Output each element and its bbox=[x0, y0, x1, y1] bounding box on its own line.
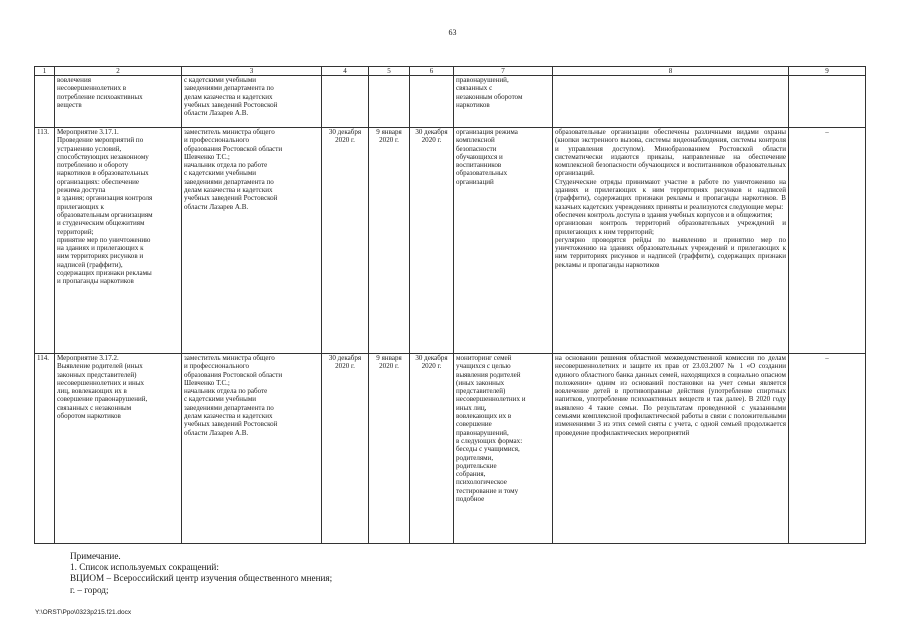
date-start-cell: 9 января 2020 г. bbox=[369, 128, 410, 354]
measure-cell: Мероприятие 3.17.2. Выявление родителей (иных законных представителей) несовершеннолетних и иных лиц, вовлекающих их в совершение правонарушений, связанных с незаконным оборотом наркотиков bbox=[55, 354, 182, 544]
note-cell bbox=[789, 76, 866, 128]
column-number: 2 bbox=[55, 67, 182, 76]
expected-result-cell: организация режима комплексной безопасности обучающихся и воспитанников образовательных организаций bbox=[454, 128, 553, 354]
notes-line: 1. Список используемых сокращений: bbox=[70, 562, 219, 573]
column-number: 5 bbox=[369, 67, 410, 76]
table-row bbox=[35, 354, 866, 544]
actual-result-cell bbox=[553, 76, 789, 128]
column-number: 3 bbox=[182, 67, 322, 76]
date-plan-cell: 30 декабря 2020 г. bbox=[322, 128, 369, 354]
column-number-row bbox=[35, 67, 866, 76]
notes-line: ВЦИОМ – Всероссийский центр изучения общественного мнения; bbox=[70, 573, 333, 584]
row-number-cell: 113. bbox=[35, 128, 55, 354]
column-number: 7 bbox=[454, 67, 553, 76]
date-start-cell bbox=[369, 76, 410, 128]
date-plan-cell: 30 декабря 2020 г. bbox=[322, 354, 369, 544]
row-number-cell: 114. bbox=[35, 354, 55, 544]
column-number: 1 bbox=[35, 67, 55, 76]
actual-result-cell: образовательные организации обеспечены различными видами охраны (кнопки экстренного вызова, системы видеонаблюдения, системы контроля и управления доступом). Минобразованием Ростовской области систематически издаются приказы, направленные на обеспечение комплексной безопасности обучающихся и воспитанников образовательных организаций. Студенческие отряды принимают участие в работе по уничтожению на зданиях и прилегающих к ним территориях рисунков и надписей (граффити), содержащих признаки рекламы и пропаганды наркотиков. В казачьих кадетских учреждениях приняты и реализуются следующие меры: обеспечен контроль доступа в здания учебных корпусов и в общежития; организован контроль территорий образовательных учреждений и прилегающих к ним территорий; регулярно проводятся рейды по выявлению и принятию мер по уничтожению на зданиях образовательных учреждений и прилегающих к ним территориях рисунков и надписей (граффити), содержащих признаки рекламы и пропаганды наркотиков bbox=[553, 128, 789, 354]
date-start-cell: 9 января 2020 г. bbox=[369, 354, 410, 544]
column-number: 8 bbox=[553, 67, 789, 76]
expected-result-cell: мониторинг семей учащихся с целью выявления родителей (иных законных представителей) несовершеннолетних и иных лиц, вовлекающих их в совершение правонарушений, в следующих формах: беседы с учащимися, родителями, родительские собрания, психологическое тестирование и тому подобное bbox=[454, 354, 553, 544]
date-plan-cell bbox=[322, 76, 369, 128]
notes-line: г. – город; bbox=[70, 584, 109, 595]
note-cell: – bbox=[789, 354, 866, 544]
measure-cell: Мероприятие 3.17.1. Проведение мероприятий по устранению условий, способствующих незаконному потреблению и обороту наркотиков в образовательных организациях: обеспечение режима доступа в здания; организация контроля прилегающих к образовательным организациям и студенческим общежитиям территорий; принятие мер по уничтожению на зданиях и прилегающих к ним территориях рисунков и надписей (граффити), содержащих признаки рекламы и пропаганды наркотиков bbox=[55, 128, 182, 354]
column-number: 6 bbox=[410, 67, 454, 76]
measure-cell: вовлечения несовершеннолетних в потребление психоактивных веществ bbox=[55, 76, 182, 128]
continuation-row bbox=[35, 76, 866, 128]
responsible-cell: с кадетскими учебными заведениями департамента по делам казачества и кадетских учебных заведений Ростовской области Лазарев А.В. bbox=[182, 76, 322, 128]
actual-result-cell: на основании решения областной межведомственной комиссии по делам несовершеннолетних и защите их прав от 23.03.2007 № 1 «О создании единого областного банка данных семей, находящихся в социально опасном положении» одним из оснований постановки на учет семьи является вовлечение детей в противоправные действия (употребление спиртных напитков, употребление психоактивных веществ и так далее). В 2020 году выявлено 4 такие семьи. По результатам проведенной с указанными семьями комплексной профилактической работы в связи с положительными изменениями 3 из этих семей сняты с учета, с одной семьей продолжается проведение профилактических мероприятий bbox=[553, 354, 789, 544]
file-path-footer: Y:\ORST\Ppo\0323p215.f21.docx bbox=[35, 609, 132, 616]
table-row bbox=[35, 128, 866, 354]
notes-section bbox=[70, 551, 332, 596]
date-end-cell: 30 декабря 2020 г. bbox=[410, 128, 454, 354]
page-number: 63 bbox=[448, 28, 457, 37]
expected-result-cell: правонарушений, связанных с незаконным оборотом наркотиков bbox=[454, 76, 553, 128]
notes-title: Примечание. bbox=[70, 551, 121, 561]
responsible-cell: заместитель министра общего и профессионального образования Ростовской области Шевченко Т.С.; начальник отдела по работе с кадетскими учебными заведениями департамента по делам казачества и кадетских учебных заведений Ростовской области Лазарев А.В. bbox=[182, 354, 322, 544]
responsible-cell: заместитель министра общего и профессионального образования Ростовской области Шевченко Т.С.; начальник отдела по работе с кадетскими учебными заведениями департамента по делам казачества и кадетских учебных заведений Ростовской области Лазарев А.В. bbox=[182, 128, 322, 354]
note-cell: – bbox=[789, 128, 866, 354]
date-end-cell: 30 декабря 2020 г. bbox=[410, 354, 454, 544]
row-number-cell bbox=[35, 76, 55, 128]
date-end-cell bbox=[410, 76, 454, 128]
column-number: 9 bbox=[789, 67, 866, 76]
report-table bbox=[34, 66, 866, 544]
column-number: 4 bbox=[322, 67, 369, 76]
